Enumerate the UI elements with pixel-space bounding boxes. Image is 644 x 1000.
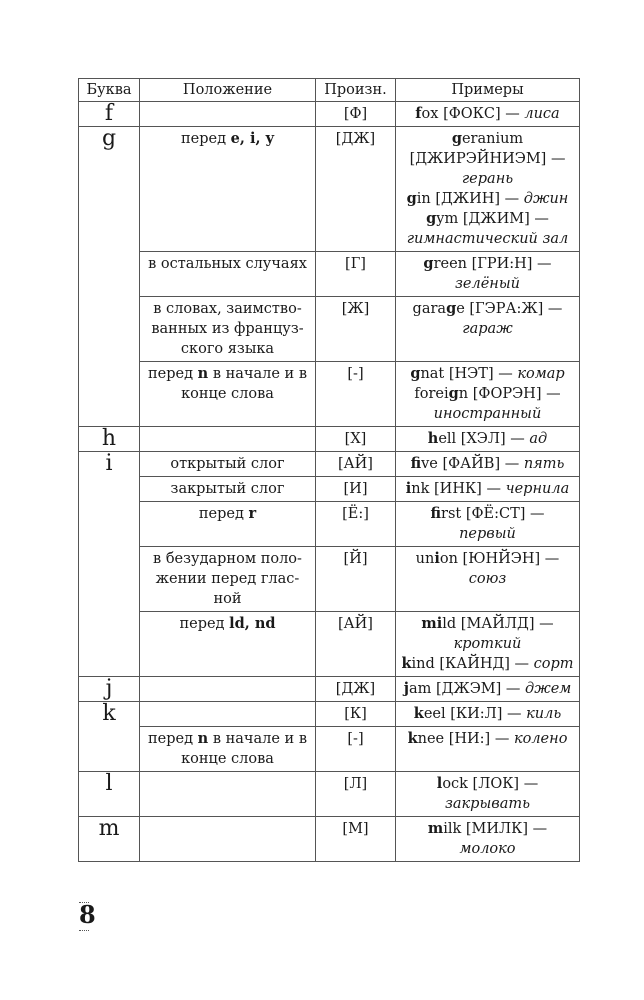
position-highlight: n	[197, 730, 209, 747]
example-highlight: fi	[430, 505, 442, 522]
letter-cell-m: m	[79, 817, 140, 862]
example-text: eranium [ДЖИРЭЙНИЭМ] —	[409, 131, 566, 167]
table-row	[79, 362, 580, 427]
sound-cell: [Ж]	[316, 297, 396, 362]
sound-cell: [И]	[316, 477, 396, 502]
example-translation: молоко	[459, 841, 516, 857]
sound-cell: [Ф]	[316, 102, 396, 127]
example-highlight: i	[434, 550, 440, 567]
header-row	[79, 79, 580, 102]
example-text: un	[415, 551, 435, 567]
position-cell	[140, 702, 316, 727]
example-line	[400, 384, 575, 424]
table-row	[79, 772, 580, 817]
table-row	[79, 727, 580, 772]
position-text: перед	[179, 616, 230, 632]
letter-cell-i: i	[79, 452, 140, 677]
example-highlight: k	[413, 705, 424, 722]
sound-cell: [Л]	[316, 772, 396, 817]
example-translation: пять	[523, 456, 565, 472]
position-cell	[140, 502, 316, 547]
examples-cell	[396, 547, 580, 612]
position-cell	[140, 127, 316, 252]
example-highlight: g	[423, 255, 434, 272]
example-text: ym [ДЖИМ] —	[436, 211, 549, 227]
sound-cell: [Г]	[316, 252, 396, 297]
table-row	[79, 127, 580, 252]
example-translation: джин	[523, 191, 569, 207]
example-line	[400, 549, 575, 589]
table-row	[79, 102, 580, 127]
position-text: в начале и в конце слова	[181, 731, 307, 767]
letter-cell-h: h	[79, 427, 140, 452]
position-cell: в остальных случаях	[140, 252, 316, 297]
example-text: nat [НЭТ] —	[420, 366, 518, 382]
header-letter: Буква	[79, 79, 140, 102]
example-line	[400, 729, 575, 749]
position-highlight: r	[248, 505, 257, 522]
example-text: ind [КАЙНД] —	[411, 656, 534, 672]
example-text: ox [ФОКС] —	[421, 106, 525, 122]
example-line	[400, 429, 575, 449]
example-line	[400, 479, 575, 499]
example-translation: лиса	[524, 106, 560, 122]
examples-cell	[396, 452, 580, 477]
examples-cell	[396, 817, 580, 862]
example-text: ld [МАЙЛД] —	[442, 616, 554, 632]
example-translation: гимнастический зал	[406, 231, 569, 247]
example-translation: сорт	[533, 656, 574, 672]
sound-cell: [Х]	[316, 427, 396, 452]
sound-cell: [Й]	[316, 547, 396, 612]
table-row	[79, 427, 580, 452]
page-number-ornament-bottom	[79, 930, 89, 934]
table-row	[79, 547, 580, 612]
example-text: in [ДЖИН] —	[416, 191, 524, 207]
header-pronunciation: Произн.	[316, 79, 396, 102]
sound-cell: [-]	[316, 362, 396, 427]
example-line	[400, 209, 575, 249]
table-row	[79, 477, 580, 502]
example-text: n [ФОРЭН] —	[458, 386, 561, 402]
position-text: перед	[180, 131, 231, 147]
position-cell	[140, 362, 316, 427]
example-line	[400, 299, 575, 339]
example-text: nee [НИ:] —	[417, 731, 514, 747]
letter-cell-l: l	[79, 772, 140, 817]
example-text: on [ЮНЙЭН] —	[439, 551, 560, 567]
letter-cell-j: j	[79, 677, 140, 702]
examples-cell	[396, 727, 580, 772]
examples-cell	[396, 297, 580, 362]
sound-cell: [ДЖ]	[316, 127, 396, 252]
examples-cell	[396, 102, 580, 127]
example-translation: первый	[459, 526, 516, 542]
example-highlight: g	[406, 190, 417, 207]
position-text: перед	[148, 366, 198, 382]
position-cell	[140, 427, 316, 452]
example-text: forei	[414, 386, 449, 402]
page-number: 8	[79, 900, 96, 929]
example-text: e [ГЭРА:Ж] —	[456, 301, 563, 317]
example-line	[400, 454, 575, 474]
example-highlight: g	[448, 385, 459, 402]
example-translation: джем	[525, 681, 572, 697]
examples-cell	[396, 127, 580, 252]
examples-cell	[396, 677, 580, 702]
example-highlight: k	[401, 655, 412, 672]
example-highlight: g	[446, 300, 457, 317]
sound-cell: [-]	[316, 727, 396, 772]
example-text: reen [ГРИ:Н] —	[433, 256, 552, 272]
table-row	[79, 452, 580, 477]
example-highlight: i	[405, 480, 412, 497]
example-highlight: mi	[421, 615, 443, 632]
example-translation: иностранный	[433, 406, 542, 422]
example-text: ilk [МИЛК] —	[443, 821, 548, 837]
sound-cell: [М]	[316, 817, 396, 862]
position-highlight: e, i, y	[230, 130, 274, 147]
example-translation: комар	[517, 366, 565, 382]
position-highlight: ld, nd	[229, 615, 276, 632]
example-text: eel [КИ:Л] —	[423, 706, 527, 722]
table-row	[79, 677, 580, 702]
position-text: перед	[148, 731, 198, 747]
example-line	[400, 614, 575, 654]
example-line	[400, 679, 575, 699]
example-highlight: f	[415, 105, 422, 122]
position-cell: в словах, заимство-ванных из француз-ского языка	[140, 297, 316, 362]
pronunciation-table	[78, 78, 580, 862]
position-cell	[140, 727, 316, 772]
example-highlight: j	[403, 680, 409, 697]
header-position: Положение	[140, 79, 316, 102]
position-cell	[140, 102, 316, 127]
example-line	[400, 189, 575, 209]
example-line	[400, 254, 575, 294]
table-row	[79, 252, 580, 297]
example-translation: закрывать	[444, 796, 531, 812]
position-text: перед	[198, 506, 249, 522]
sound-cell: [АЙ]	[316, 612, 396, 677]
example-translation: чернила	[505, 481, 570, 497]
example-text: am [ДЖЭМ] —	[408, 681, 526, 697]
example-highlight: g	[426, 210, 437, 227]
example-line	[400, 704, 575, 724]
sound-cell: [К]	[316, 702, 396, 727]
example-translation: зелёный	[454, 276, 520, 292]
example-text: nk [ИНК] —	[411, 481, 506, 497]
example-highlight: l	[436, 775, 443, 792]
example-translation: союз	[468, 571, 507, 587]
position-cell	[140, 612, 316, 677]
example-text: ock [ЛОК] —	[442, 776, 539, 792]
example-highlight: h	[427, 430, 439, 447]
position-cell: открытый слог	[140, 452, 316, 477]
examples-cell	[396, 252, 580, 297]
example-line	[400, 129, 575, 189]
example-text: gara	[412, 301, 447, 317]
sound-cell: [Ё:]	[316, 502, 396, 547]
letter-cell-k: k	[79, 702, 140, 772]
table-row	[79, 502, 580, 547]
examples-cell	[396, 477, 580, 502]
position-cell	[140, 817, 316, 862]
example-highlight: k	[407, 730, 418, 747]
position-highlight: n	[197, 365, 209, 382]
example-line	[400, 654, 575, 674]
table-row	[79, 297, 580, 362]
example-highlight: m	[427, 820, 444, 837]
letter-cell-g: g	[79, 127, 140, 427]
position-cell: закрытый слог	[140, 477, 316, 502]
table-row	[79, 817, 580, 862]
example-text: rst [ФЁ:СТ] —	[441, 506, 545, 522]
examples-cell	[396, 702, 580, 727]
example-translation: гараж	[462, 321, 513, 337]
position-cell: в безударном поло-жении перед глас-ной	[140, 547, 316, 612]
example-text: ell [ХЭЛ] —	[438, 431, 530, 447]
position-cell	[140, 677, 316, 702]
position-text: в начале и в конце слова	[181, 366, 307, 402]
example-translation: киль	[526, 706, 562, 722]
example-translation: колено	[513, 731, 568, 747]
sound-cell: [АЙ]	[316, 452, 396, 477]
example-line	[400, 819, 575, 859]
example-highlight: g	[451, 130, 462, 147]
example-translation: кроткий	[453, 636, 522, 652]
examples-cell	[396, 772, 580, 817]
example-translation: ад	[529, 431, 548, 447]
position-cell	[140, 772, 316, 817]
examples-cell	[396, 427, 580, 452]
examples-cell	[396, 612, 580, 677]
example-translation: герань	[461, 171, 514, 187]
table-row	[79, 702, 580, 727]
example-highlight: g	[410, 365, 421, 382]
example-line	[400, 504, 575, 544]
example-line	[400, 364, 575, 384]
header-examples: Примеры	[396, 79, 580, 102]
letter-cell-f: f	[79, 102, 140, 127]
example-highlight: fi	[410, 455, 422, 472]
example-line	[400, 104, 575, 124]
examples-cell	[396, 502, 580, 547]
sound-cell: [ДЖ]	[316, 677, 396, 702]
example-text: ve [ФАЙВ] —	[421, 456, 524, 472]
example-line	[400, 774, 575, 814]
examples-cell	[396, 362, 580, 427]
table-row	[79, 612, 580, 677]
